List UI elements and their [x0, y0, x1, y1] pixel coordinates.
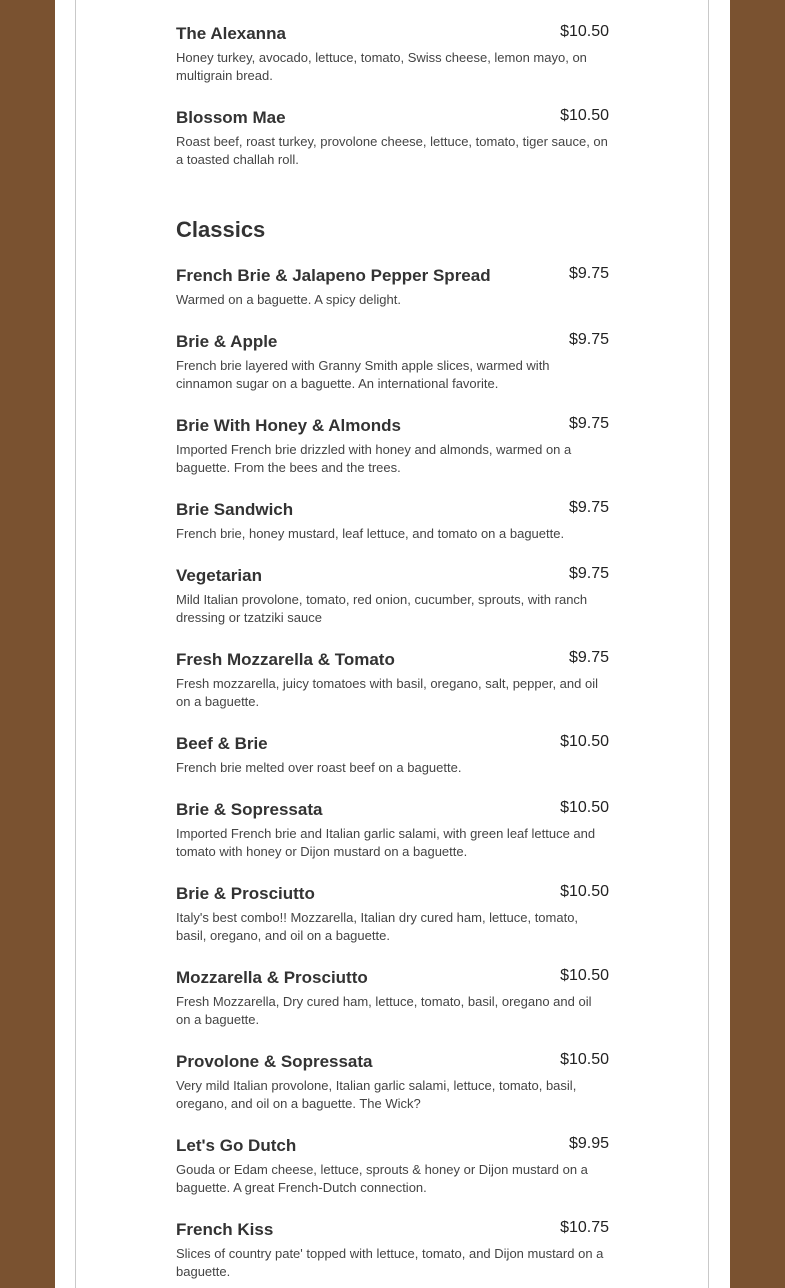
menu-item-price: $9.75: [568, 499, 609, 516]
menu-item-name: French Kiss: [176, 1220, 274, 1239]
menu-item-name: Fresh Mozzarella & Tomato: [176, 650, 395, 669]
menu-item-name: Mozzarella & Prosciutto: [176, 968, 368, 987]
menu-item-name: Brie & Prosciutto: [176, 884, 315, 903]
menu-item-description: Mild Italian provolone, tomato, red onion, cucumber, sprouts, with ranch dressing or tzatziki sauce: [176, 592, 588, 625]
menu-item-price: $10.50: [560, 107, 609, 124]
menu-item-name: Vegetarian: [176, 566, 262, 585]
menu-item-description: Gouda or Edam cheese, lettuce, sprouts & honey or Dijon mustard on a baguette. A great French-Dutch connection.: [176, 1162, 588, 1195]
menu-item-name: Beef & Brie: [176, 734, 268, 753]
menu-item: [176, 968, 609, 1029]
menu-item-name: Let's Go Dutch: [176, 1136, 297, 1155]
menu-item-name: Brie & Apple: [176, 332, 278, 351]
menu-item: [176, 650, 609, 711]
menu-item-price: $10.75: [560, 1219, 609, 1236]
menu-item-description: Warmed on a baguette. A spicy delight.: [176, 292, 401, 307]
menu-item-name: Provolone & Sopressata: [176, 1052, 373, 1071]
menu-item-name: French Brie & Jalapeno Pepper Spread: [176, 266, 491, 285]
menu-item-description: Fresh mozzarella, juicy tomatoes with basil, oregano, salt, pepper, and oil on a baguette.: [176, 676, 598, 709]
menu-item: [176, 416, 609, 477]
menu-item-description: Very mild Italian provolone, Italian garlic salami, lettuce, tomato, basil, oregano, and oil on a baguette. The Wick?: [176, 1078, 577, 1111]
menu-item-price: $9.75: [568, 649, 609, 666]
menu-item-description: French brie melted over roast beef on a baguette.: [176, 760, 462, 775]
menu-item: [176, 266, 609, 309]
menu-item-name: The Alexanna: [176, 24, 286, 43]
left-brown-band: [0, 0, 55, 1288]
menu-item-price: $9.95: [568, 1135, 609, 1152]
menu-item: [176, 1136, 609, 1197]
menu-item: [176, 332, 609, 393]
menu-item-description: Italy's best combo!! Mozzarella, Italian dry cured ham, lettuce, tomato, basil, oregano, and oil on a baguette.: [176, 910, 579, 943]
menu-item-description: Fresh Mozzarella, Dry cured ham, lettuce, tomato, basil, oregano and oil on a baguette.: [176, 994, 592, 1027]
menu-item-price: $10.50: [560, 1051, 609, 1068]
menu-item-name: Brie & Sopressata: [176, 800, 323, 819]
menu-item: [176, 734, 609, 777]
menu-item-price: $9.75: [568, 415, 609, 432]
right-brown-band: [730, 0, 785, 1288]
menu-item-price: $10.50: [560, 799, 609, 816]
menu-item-price: $9.75: [568, 565, 609, 582]
menu-item-description: Slices of country pate' topped with lettuce, tomato, and Dijon mustard on a baguette.: [176, 1246, 604, 1279]
menu-item-price: $10.50: [560, 967, 609, 984]
menu-item: [176, 500, 609, 543]
menu-item-name: Blossom Mae: [176, 108, 286, 127]
menu-item: [176, 1220, 609, 1281]
menu-item-description: Roast beef, roast turkey, provolone cheese, lettuce, tomato, tiger sauce, on a toasted challah roll.: [176, 134, 608, 167]
menu-item: [176, 800, 609, 861]
menu-item-price: $10.50: [560, 733, 609, 750]
menu-item-description: French brie, honey mustard, leaf lettuce, and tomato on a baguette.: [176, 526, 565, 541]
menu-item-price: $10.50: [560, 23, 609, 40]
menu-item-description: French brie layered with Granny Smith apple slices, warmed with cinnamon sugar on a baguette. An international favorite.: [176, 358, 550, 391]
menu-item-price: $10.50: [560, 883, 609, 900]
menu-item: [176, 884, 609, 945]
menu-item-price: $9.75: [568, 331, 609, 348]
menu-item-description: Honey turkey, avocado, lettuce, tomato, Swiss cheese, lemon mayo, on multigrain bread.: [176, 50, 587, 83]
menu-item-name: Brie With Honey & Almonds: [176, 416, 401, 435]
menu-item: [176, 108, 609, 169]
menu-item-description: Imported French brie and Italian garlic salami, with green leaf lettuce and tomato with honey or Dijon mustard on a baguette.: [176, 826, 596, 859]
menu-item: [176, 566, 609, 627]
menu-item-name: Brie Sandwich: [176, 500, 294, 519]
section-title-classics: Classics: [176, 217, 266, 242]
menu-item-description: Imported French brie drizzled with honey and almonds, warmed on a baguette. From the bees and the trees.: [176, 442, 572, 475]
menu-item: [176, 1052, 609, 1113]
menu-item-price: $9.75: [568, 265, 609, 282]
menu-item: [176, 24, 609, 85]
